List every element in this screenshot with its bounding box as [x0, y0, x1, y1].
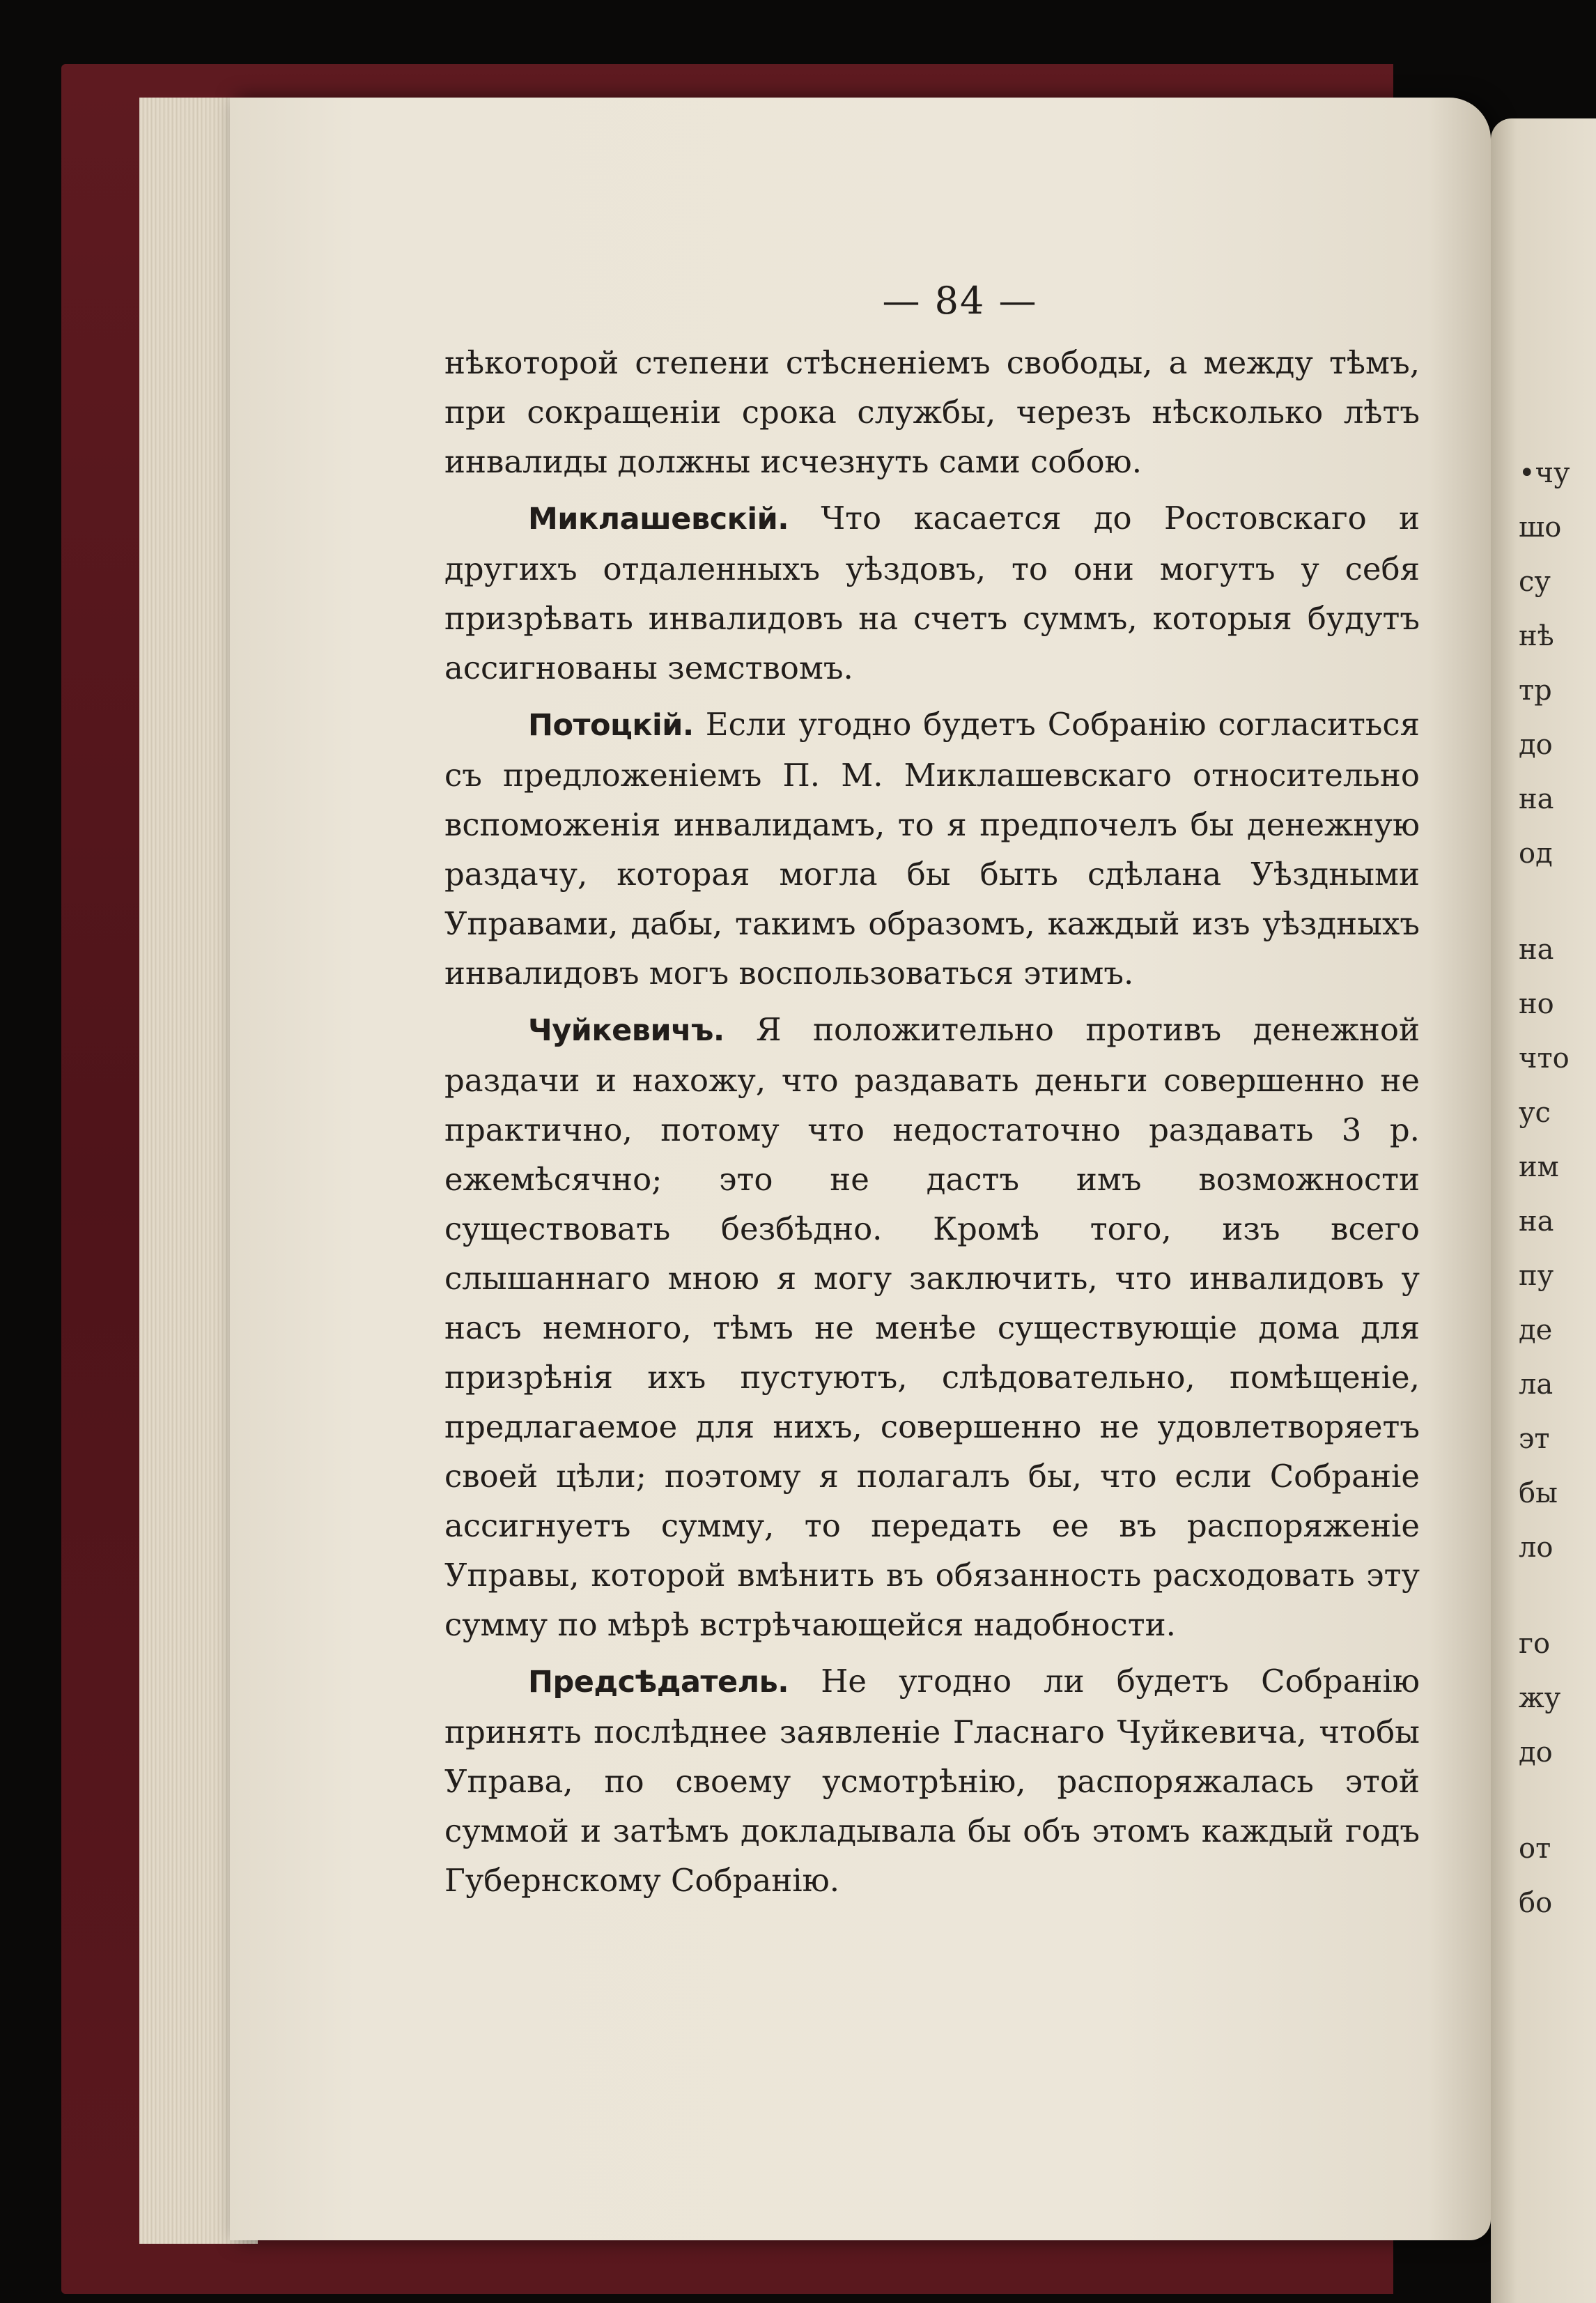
- next-page-line: на: [1519, 783, 1554, 815]
- speaker-name: Чуйкевичъ.: [528, 1013, 725, 1048]
- paragraph-text: Что касается до Ростовскаго и другихъ отдаленныхъ уѣздовъ, то они могутъ у себя призрѣвать инвалидовъ на счетъ суммъ, которыя будутъ ассигнованы земствомъ.: [444, 500, 1420, 686]
- page-number: — 84 —: [882, 279, 1038, 323]
- paragraph-text: нѣкоторой степени стѣсненіемъ свободы, а между тѣмъ, при сокращеніи срока службы, черезъ нѣсколько лѣтъ инвалиды должны исчезнуть сами собою.: [444, 344, 1420, 480]
- paragraph-text: Я положительно противъ денежной раздачи и нахожу, что раздавать деньги совершенно не практично, потому что недостаточно раздавать 3 р. ежемѣсячно; это не дастъ имъ возможности существовать безбѣдно. Кромѣ того, изъ всего слышаннаго мною я могу заключить, что инвалидовъ у насъ немного, тѣмъ не менѣе существующіе дома для призрѣнія ихъ пустуютъ, слѣдовательно, помѣщеніе, предлагаемое для нихъ, совершенно не удовлетворяетъ своей цѣли; поэтому я полагалъ бы, что если Собраніе ассигнуетъ сумму, то передать ее въ распоряженіе Управы, которой вмѣнить въ обязанность расходовать эту сумму по мѣрѣ встрѣчающейся надобности.: [444, 1011, 1420, 1643]
- next-page-line: от: [1519, 1833, 1551, 1865]
- next-page-line: что: [1519, 1042, 1570, 1075]
- page-text: [444, 279, 1420, 1912]
- next-page-line: до: [1519, 1736, 1553, 1769]
- next-page-line: жу: [1519, 1682, 1561, 1714]
- next-page-gap: [1519, 881, 1596, 923]
- paragraph: [444, 1005, 1420, 1649]
- speaker-name: Миклашевскій.: [528, 502, 789, 537]
- next-page-line: бо: [1519, 1887, 1553, 1919]
- next-page-line: •чу: [1519, 457, 1570, 489]
- next-page-gap: [1519, 1780, 1596, 1821]
- next-page-line: нѣ: [1519, 620, 1554, 652]
- next-page-line: го: [1519, 1628, 1551, 1660]
- next-page-line: бы: [1519, 1477, 1558, 1509]
- paragraph-text: Не угодно ли будетъ Собранію принять послѣднее заявленіе Гласнаго Чуйкевича, чтобы Управа, по своему усмотрѣнію, распоряжалась этой суммой и затѣмъ докладывала бы объ этомъ каждый годъ Губернскому Собранію.: [444, 1663, 1420, 1899]
- next-page-line: но: [1519, 988, 1554, 1020]
- paragraph-text: Если угодно будетъ Собранію согласиться съ предложеніемъ П. М. Миклашевскаго относительно вспоможенія инвалидамъ, то я предпочелъ бы денежную раздачу, которая могла бы быть сдѣлана Уѣздными Управами, дабы, такимъ образомъ, каждый изъ уѣздныхъ инвалидовъ могъ воспользоваться этимъ.: [444, 706, 1420, 992]
- next-page-line: ус: [1519, 1097, 1551, 1129]
- next-page-line: эт: [1519, 1423, 1550, 1455]
- paragraph: [444, 700, 1420, 998]
- paragraph: [444, 493, 1420, 693]
- next-page-line: су: [1519, 566, 1551, 598]
- next-page-line: од: [1519, 838, 1553, 870]
- next-page-text: [1519, 446, 1596, 1930]
- next-page-line: тр: [1519, 675, 1552, 707]
- next-page-line: на: [1519, 1206, 1554, 1238]
- paragraph: [444, 1656, 1420, 1905]
- next-page-gap: [1519, 1575, 1596, 1617]
- paragraph: [444, 338, 1420, 486]
- next-page-line: до: [1519, 729, 1553, 761]
- next-page-line: ла: [1519, 1369, 1554, 1401]
- speaker-name: Предсѣдатель.: [528, 1665, 789, 1700]
- next-page-line: на: [1519, 934, 1554, 966]
- next-page-line: ло: [1519, 1532, 1554, 1564]
- next-page-line: де: [1519, 1314, 1553, 1346]
- speaker-name: Потоцкій.: [528, 708, 694, 743]
- next-page-line: пу: [1519, 1260, 1554, 1292]
- next-page-line: им: [1519, 1151, 1559, 1183]
- next-page-line: шо: [1519, 511, 1562, 544]
